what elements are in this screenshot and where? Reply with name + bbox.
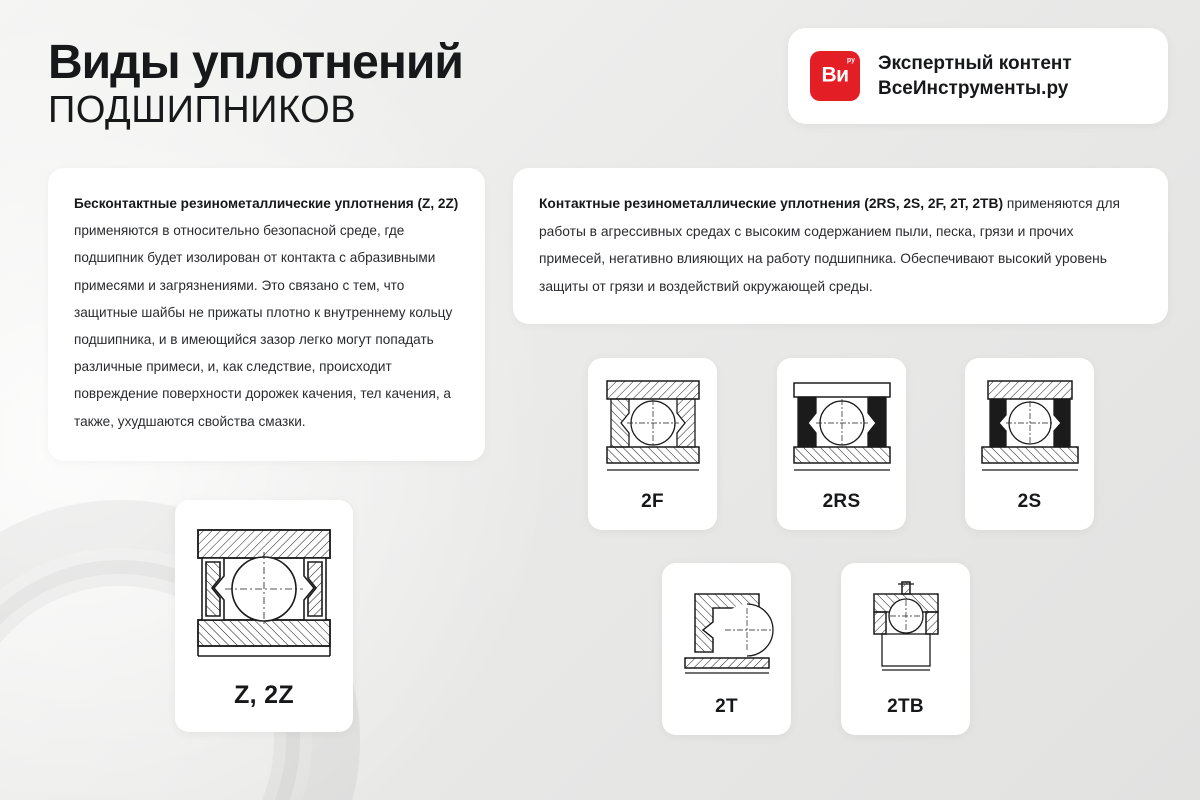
page-title-sub: ПОДШИПНИКОВ — [48, 89, 357, 132]
page-title — [48, 38, 463, 132]
bearing-diagram-2f-icon — [588, 358, 717, 491]
bearing-diagram-2s-icon — [965, 358, 1094, 491]
description-card-contact — [513, 168, 1168, 324]
figure-caption-2rs: 2RS — [822, 491, 861, 512]
figure-caption-2f: 2F — [641, 491, 664, 512]
bearing-diagram-2rs-icon — [777, 358, 906, 491]
brand-line-2: ВсеИнструменты.ру — [878, 77, 1069, 99]
description-lead-noncontact: Бесконтактные резинометаллические уплотнения (Z, 2Z) — [74, 196, 459, 211]
figure-caption-2tb: 2TB — [887, 696, 924, 717]
description-card-noncontact — [48, 168, 485, 461]
brand-logo-icon — [810, 51, 860, 101]
figure-card-2rs — [777, 358, 906, 530]
figure-card-2f — [588, 358, 717, 530]
description-lead-contact: Контактные резинометаллические уплотнения (2RS, 2S, 2F, 2T, 2TB) — [539, 196, 1004, 211]
page-title-main: Виды уплотнений — [48, 36, 463, 89]
brand-text — [878, 53, 1072, 100]
figure-card-z-2z — [175, 500, 353, 732]
brand-card — [788, 28, 1168, 124]
figure-card-2s — [965, 358, 1094, 530]
description-body-noncontact: применяются в относительно безопасной среде, где подшипник будет изолирован от контакта с абразивными примесями и загрязнениями. Это связано с тем, что защитные шайбы не прижаты плотно к внутреннему кольцу подшипника, и в имеющийся зазор легко могут попадать различные примеси, и, как следствие, происходит повреждение поверхности дорожек качения, тел качения, а также, ухудшаются свойства смазки. — [74, 223, 453, 429]
brand-logo-tag: ру — [846, 57, 855, 64]
brand-line-1: Экспертный контент — [878, 52, 1072, 74]
bearing-diagram-z-2z-icon — [175, 500, 353, 681]
bearing-diagram-2t-icon — [662, 563, 791, 696]
figure-caption-2t: 2T — [715, 696, 738, 717]
figure-caption-2s: 2S — [1017, 491, 1042, 512]
description-body-contact: применяются для работы в агрессивных средах с высоким содержанием пыли, песка, грязи и прочих примесей, негативно влияющих на работу подшипника. Обеспечивают высокий уровень защиты от грязи и воздействий окружающей среды. — [539, 196, 1120, 294]
description-text-contact — [539, 190, 1142, 300]
brand-logo-mark: Ви — [821, 63, 849, 87]
figure-card-2t — [662, 563, 791, 735]
figure-card-2tb — [841, 563, 970, 735]
figure-caption-z-2z: Z, 2Z — [234, 681, 294, 709]
bearing-diagram-2tb-icon — [841, 563, 970, 696]
description-text-noncontact — [74, 190, 459, 435]
